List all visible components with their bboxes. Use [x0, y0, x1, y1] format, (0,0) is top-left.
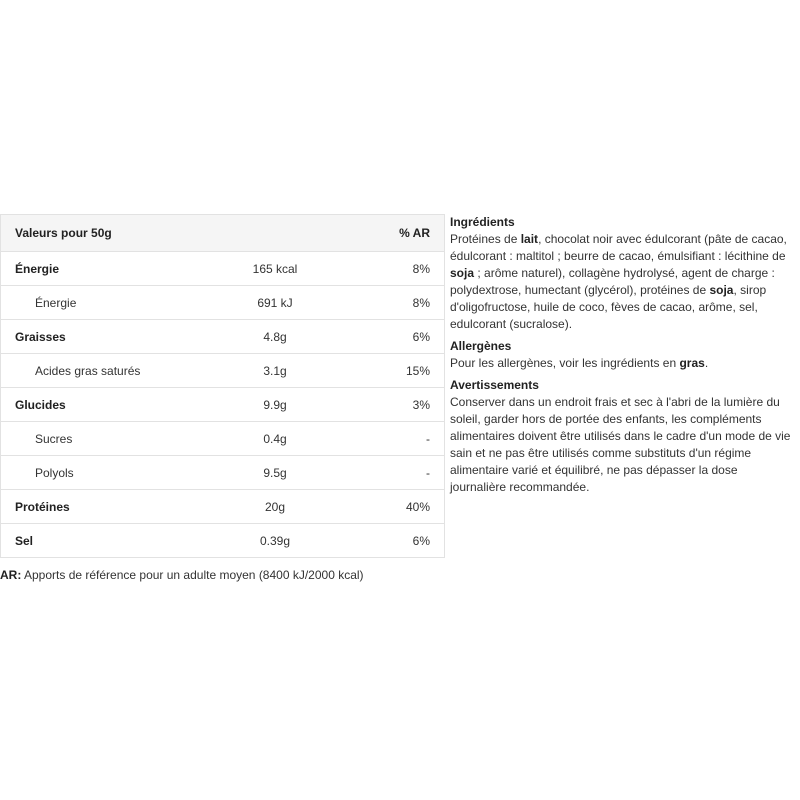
- nutrient-value: 20g: [230, 490, 320, 524]
- nutrient-label: Graisses: [1, 320, 231, 354]
- ar-footnote-text: Apports de référence pour un adulte moyen (8400 kJ/2000 kcal): [21, 568, 364, 582]
- nutrient-ar: 6%: [320, 524, 445, 558]
- ingredients-bold-segment: soja: [450, 266, 475, 280]
- allergens-bold-segment: gras: [679, 356, 705, 370]
- nutrient-label: Polyols: [1, 456, 231, 490]
- header-value: [230, 215, 320, 252]
- nutrition-row: [1, 252, 445, 286]
- nutrient-value: 9.9g: [230, 388, 320, 422]
- nutrition-table: [0, 214, 445, 558]
- nutrient-label: Énergie: [1, 286, 231, 320]
- nutrient-ar: 8%: [320, 286, 445, 320]
- ingredients-title: Ingrédients: [450, 215, 515, 229]
- ingredients-segment: , sirop d'oligofructose, huile de coco, fèves de cacao, arôme, sel, edulcorant (sucralose).: [450, 283, 767, 331]
- warnings-text: Conserver dans un endroit frais et sec à l'abri de la lumière du soleil, garder hors de portée des enfants, les compléments alimentaires doivent être utilisés dans le cadre d'un mode de vie sain et ne pas être utilisés comme substituts d'un régime alimentaire varié et équilibré, ne pas dépasser la dose journalière recommandée.: [450, 395, 791, 494]
- nutrient-label: Acides gras saturés: [1, 354, 231, 388]
- nutrition-row: [1, 320, 445, 354]
- ingredients-bold-segment: lait: [520, 232, 539, 246]
- nutrition-section: [0, 214, 430, 582]
- warnings-title: Avertissements: [450, 378, 539, 392]
- header-label: Valeurs pour 50g: [1, 215, 231, 252]
- nutrient-value: 9.5g: [230, 456, 320, 490]
- nutrient-label: Protéines: [1, 490, 231, 524]
- nutrient-value: 0.39g: [230, 524, 320, 558]
- allergens-text: [450, 355, 795, 372]
- nutrient-label: Énergie: [1, 252, 231, 286]
- nutrient-value: 4.8g: [230, 320, 320, 354]
- ar-footnote: [0, 568, 430, 582]
- ingredients-text: [450, 231, 795, 333]
- nutrient-value: 3.1g: [230, 354, 320, 388]
- nutrient-ar: 40%: [320, 490, 445, 524]
- ingredients-segment: , chocolat noir avec édulcorant (pâte de cacao, édulcorant : maltitol ; beurre de cacao, émulsifiant : lécithine de: [450, 232, 787, 263]
- allergens-title: Allergènes: [450, 339, 512, 353]
- ar-footnote-label: AR:: [0, 568, 22, 582]
- nutrient-ar: 3%: [320, 388, 445, 422]
- nutrition-row: [1, 524, 445, 558]
- nutrient-value: 0.4g: [230, 422, 320, 456]
- allergens-segment: Pour les allergènes, voir les ingrédients en: [450, 356, 680, 370]
- ingredients-segment: Protéines de: [450, 232, 521, 246]
- nutrient-value: 691 kJ: [230, 286, 320, 320]
- product-info: [450, 214, 795, 501]
- header-ar: % AR: [320, 215, 445, 252]
- nutrient-ar: 15%: [320, 354, 445, 388]
- ingredients-segment: ; arôme naturel), collagène hydrolysé, agent de charge : polydextrose, humectant (glycérol), protéines de: [450, 266, 775, 297]
- nutrient-label: Glucides: [1, 388, 231, 422]
- nutrition-row: [1, 354, 445, 388]
- nutrition-row: [1, 456, 445, 490]
- nutrition-table-header: [1, 215, 445, 252]
- nutrient-ar: 6%: [320, 320, 445, 354]
- nutrition-row: [1, 286, 445, 320]
- nutrient-label: Sel: [1, 524, 231, 558]
- nutrition-row: [1, 388, 445, 422]
- nutrient-value: 165 kcal: [230, 252, 320, 286]
- nutrient-ar: -: [320, 456, 445, 490]
- nutrition-table-body: [1, 252, 445, 558]
- nutrient-label: Sucres: [1, 422, 231, 456]
- nutrient-ar: 8%: [320, 252, 445, 286]
- nutrient-ar: -: [320, 422, 445, 456]
- nutrition-row: [1, 490, 445, 524]
- allergens-segment: .: [704, 356, 709, 370]
- nutrition-row: [1, 422, 445, 456]
- ingredients-bold-segment: soja: [709, 283, 734, 297]
